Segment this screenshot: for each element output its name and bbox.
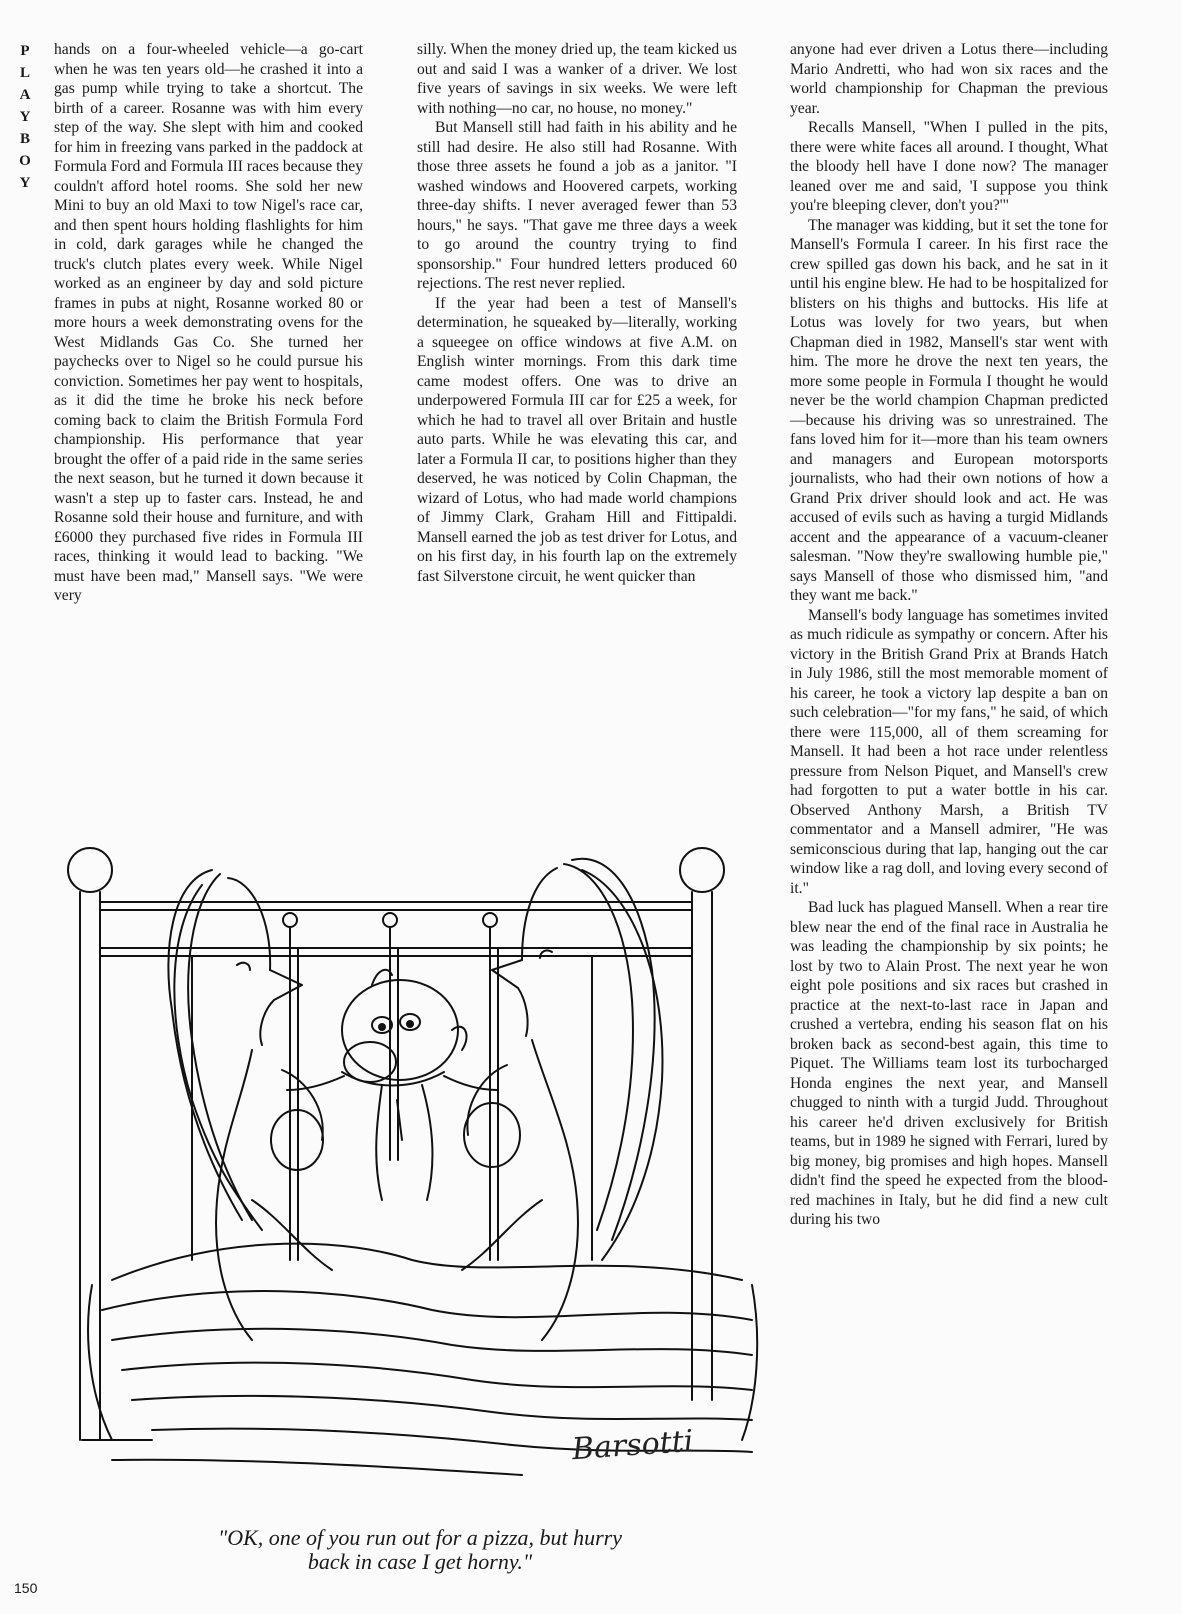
article-paragraph: The manager was kidding, but it set the tone for Mansell's Formula I career. In his first race the crew spilled gas down his back, and he sat in it until his engine blew. He had to be hospitalized for blisters on his thighs and buttocks. His life at Lotus was lovely for two years, but when Chapman died in 1982, Mansell's star went with him. The more he drove the next ten years, the more some people in Formula I thought he would never be the world champion Chapman predicted—because his driving was so unrestrained. The fans loved him for it—more than his team owners and managers and European motorsports journalists, who had their own notions of how a Grand Prix driver should look and act. He was accused of evils such as having a turgid Midlands accent and the appearance of a vacuum-cleaner salesman. "Now they're swallowing humble pie," says Mansell of those who dismissed him, "and they want me back." bbox=[790, 216, 1108, 604]
article-column-1 bbox=[54, 40, 363, 606]
running-head-letter: L bbox=[19, 65, 30, 81]
article-paragraph: hands on a four-wheeled vehicle—a go-cart when he was ten years old—he crashed it into a gas pump while trying to take a shortcut. The birth of a career. Rosanne was with him every step of the way. She slept with him and cooked for him in freezing vans parked in the paddock at Formula Ford and Formula III races because they couldn't afford hotel rooms. She sold her new Mini to buy an old Maxi to tow Nigel's race car, and then spent hours holding flashlights for him in cold, dark garages while he changed the truck's clutch plates every week. While Nigel worked as an engineer by day and sold picture frames in pubs at night, Rosanne worked 80 or more hours a week demonstrating ovens for the West Midlands Gas Co. She turned her paychecks over to Nigel so he could pursue his conviction. Sometimes her pay went to hospitals, as it did the time he broke his neck before coming back to claim the British Formula Ford championship. His performance that year brought the offer of a paid ride in the same series the next season, but he turned it down because it wasn't a step up to faster cars. Instead, he and Rosanne sold their house and furniture, and with £6000 they purchased five rides in Formula III races, thinking it would lead to backing. "We must have been mad," Mansell says. "We were very bbox=[54, 41, 363, 604]
caption-line-1: "OK, one of you run out for a pizza, but hurry bbox=[217, 1525, 623, 1550]
man-nose bbox=[344, 1042, 396, 1082]
article-paragraph: silly. When the money dried up, the team kicked us out and said I was a wanker of a driver. We lost five years of savings in six weeks. We were left with nothing—no car, no house, no money." bbox=[417, 41, 737, 117]
article-paragraph: Recalls Mansell, "When I pulled in the pits, there were white faces all around. I thought, What the bloody hell have I done now? The manager leaned over me and said, 'I suppose you think you're bleeping clever, don't you?'" bbox=[790, 119, 1108, 214]
running-head-letter: Y bbox=[19, 175, 31, 191]
running-head bbox=[14, 40, 36, 194]
running-head-letter: A bbox=[19, 87, 31, 103]
running-head-letter: O bbox=[19, 153, 31, 169]
page-number: 150 bbox=[14, 1580, 38, 1596]
running-head-letter: Y bbox=[19, 109, 31, 125]
caption-line-2: back in case I get horny." bbox=[307, 1549, 533, 1574]
article-paragraph: Bad luck has plagued Mansell. When a rear tire blew near the end of the final race in Australia he was leading the championship by six points; he lost by two to Alain Prost. The next year he won eight pole positions and six races but crashed in practice at the next-to-last race in Japan and crushed a vertebra, ending his season flat on his broken back as second-best again, this time to Piquet. The Williams team lost its turbocharged Honda engines the next year, and Mansell chugged to ninth with a turgid Judd. Throughout his career he'd driven exclusively for British teams, but in 1989 he signed with Ferrari, lured by big money, big promises and high hopes. Mansell didn't find the speed he expected from the blood-red machines in Italy, but he did find a new cult during his two bbox=[790, 899, 1108, 1228]
article-paragraph: anyone had ever driven a Lotus there—including Mario Andretti, who had won six races and the world championship for Chapman the previous year. bbox=[790, 41, 1108, 117]
article-column-2 bbox=[417, 40, 737, 586]
article-paragraph: But Mansell still had faith in his ability and he still had desire. He also still had Rosanne. With those three assets he found a job as a janitor. "I washed windows and Hoovered carpets, working three-day shifts. I never averaged fewer than 53 hours," he says. "That gave me three days a week to go around the country trying to find sponsorship." Four hundred letters produced 60 rejections. The rest never replied. bbox=[417, 119, 737, 292]
cartoon-caption bbox=[140, 1526, 700, 1574]
running-head-letter: P bbox=[20, 43, 30, 59]
bedpost-knob-right bbox=[680, 848, 724, 892]
cartoon-illustration bbox=[52, 840, 772, 1510]
running-head-letter: B bbox=[19, 131, 30, 147]
man-head bbox=[342, 980, 458, 1080]
article-column-3 bbox=[790, 40, 1108, 1230]
bedpost-knob-left bbox=[68, 848, 112, 892]
cartoonist-signature: Barsotti bbox=[570, 1423, 695, 1468]
article-paragraph: Mansell's body language has sometimes invited as much ridicule as sympathy or concern. After his victory in the British Grand Prix at Brands Hatch in July 1986, still the most memorable moment of his career, he took a victory lap despite a ban on such celebration—"for my fans," he said, of which there were 115,000, all of them screaming for Mansell. It had been a hot race under relentless pressure from Nelson Piquet, and Mansell's crew had forgotten to put a water bottle in his car. Observed Anthony Marsh, a British TV commentator and a Mansell admirer, "He was semiconscious during that lap, hanging out the car window like a rag doll, and loving every second of it." bbox=[790, 606, 1108, 897]
article-paragraph: If the year had been a test of Mansell's determination, he squeaked by—literally, working a squeegee on office windows at five A.M. on English winter mornings. From this dark time came modest offers. One was to drive an underpowered Formula III car for £25 a week, for which he had to travel all over Britain and hustle auto parts. While he was elevating this car, and later a Formula II car, to positions higher than they deserved, he was noticed by Colin Chapman, the wizard of Lotus, who had made world champions of Jimmy Clark, Graham Hill and Fittipaldi. Mansell earned the job as test driver for Lotus, and on his first day, in his fourth lap on the extremely fast Silverstone circuit, he went quicker than bbox=[417, 294, 737, 585]
